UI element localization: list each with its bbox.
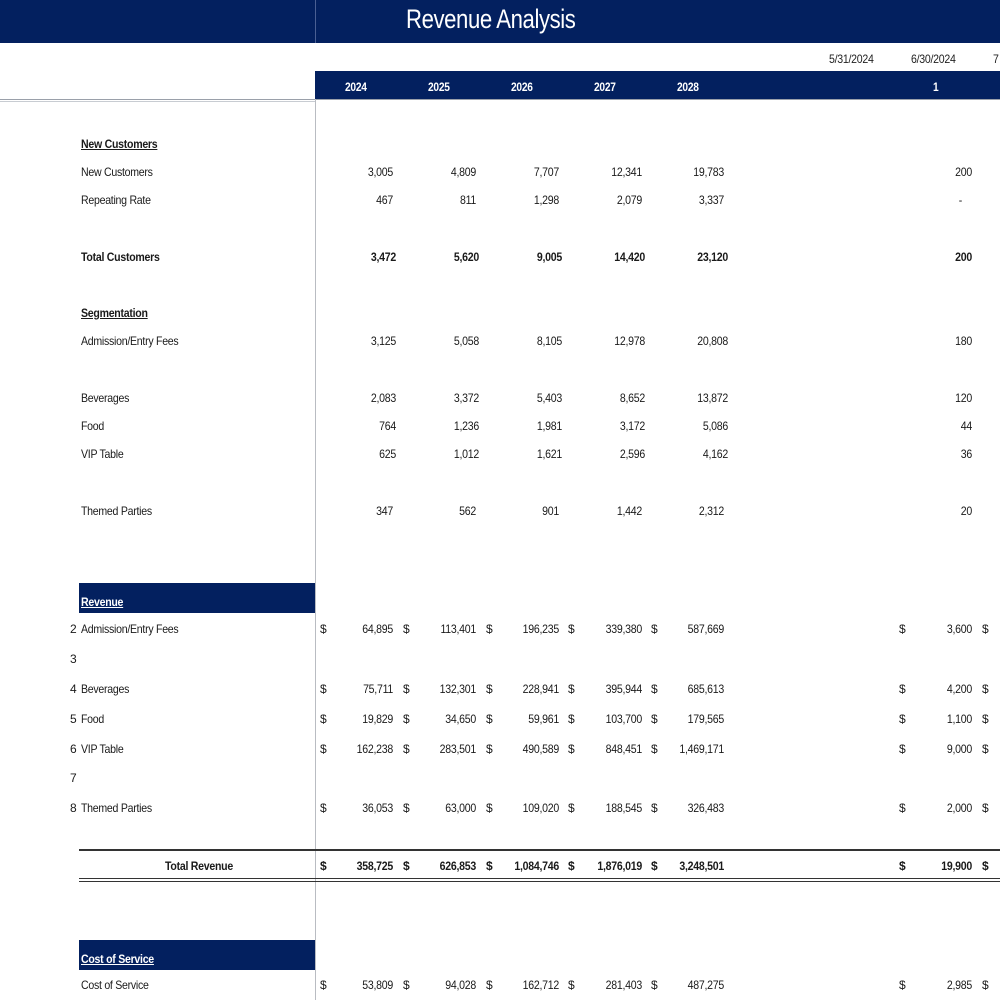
period-index: 1 (933, 80, 939, 94)
table-row (0, 504, 1000, 524)
section-band-revenue (79, 583, 315, 613)
cell-value: 12,978 (614, 334, 645, 348)
cell-value: - (958, 193, 962, 207)
cell-value: 281,403 (605, 978, 642, 992)
row-index: 6 (70, 742, 77, 756)
row-label: Total Customers (81, 250, 160, 264)
currency-symbol: $ (982, 742, 989, 756)
currency-symbol: $ (486, 622, 493, 636)
cell-value: 162,238 (356, 742, 393, 756)
cell-value: 179,565 (687, 712, 724, 726)
cell-value: 3,248,501 (679, 859, 724, 873)
currency-symbol: $ (568, 801, 575, 815)
cell-value: 5,058 (453, 334, 479, 348)
row-label: VIP Table (81, 742, 124, 756)
year-cell: 2026 (511, 80, 533, 94)
cell-value: 75,711 (363, 682, 393, 696)
total-rule-top (79, 849, 1000, 851)
currency-symbol: $ (320, 682, 327, 696)
currency-symbol: $ (899, 622, 906, 636)
cell-value: 200 (955, 250, 972, 264)
row-label: Admission/Entry Fees (81, 622, 179, 636)
cell-value: 20 (960, 504, 972, 518)
currency-symbol: $ (403, 801, 410, 815)
cell-value: 7,707 (533, 165, 559, 179)
cell-value: 3,472 (370, 250, 396, 264)
cell-value: 53,809 (362, 978, 393, 992)
year-cell: 2025 (428, 80, 450, 94)
table-row (0, 712, 1000, 732)
cell-value: 490,589 (522, 742, 559, 756)
cell-value: 180 (955, 334, 972, 348)
year-cell: 2024 (345, 80, 367, 94)
cell-value: 901 (542, 504, 559, 518)
currency-symbol: $ (899, 801, 906, 815)
cell-value: 1,442 (616, 504, 642, 518)
currency-symbol: $ (403, 622, 410, 636)
cell-value: 625 (379, 447, 396, 461)
cell-value: 2,083 (370, 391, 396, 405)
cell-value: 3,600 (946, 622, 972, 636)
total-row (0, 859, 1000, 879)
cell-value: 2,000 (946, 801, 972, 815)
currency-symbol: $ (568, 622, 575, 636)
currency-symbol: $ (403, 859, 410, 873)
title-bar (0, 0, 1000, 43)
cell-value: 12,341 (611, 165, 642, 179)
cell-value: 1,469,171 (679, 742, 724, 756)
cell-value: 2,312 (698, 504, 724, 518)
cell-value: 2,596 (619, 447, 645, 461)
currency-symbol: $ (651, 859, 658, 873)
table-row (0, 771, 1000, 791)
cell-value: 188,545 (605, 801, 642, 815)
currency-symbol: $ (651, 622, 658, 636)
year-header-bar (315, 71, 1000, 99)
currency-symbol: $ (568, 978, 575, 992)
cell-value: 3,172 (619, 419, 645, 433)
currency-symbol: $ (320, 622, 327, 636)
currency-symbol: $ (568, 742, 575, 756)
currency-symbol: $ (651, 978, 658, 992)
cell-value: 347 (376, 504, 393, 518)
section-title-revenue: Revenue (81, 595, 124, 609)
cell-value: 1,981 (536, 419, 562, 433)
cell-value: 3,372 (453, 391, 479, 405)
cell-value: 339,380 (605, 622, 642, 636)
row-label: Beverages (81, 391, 130, 405)
table-row (0, 801, 1000, 821)
cell-value: 1,100 (946, 712, 972, 726)
date-cell: 7 (993, 52, 999, 66)
cell-value: 1,621 (536, 447, 562, 461)
row-index: 5 (70, 712, 77, 726)
total-row (0, 250, 1000, 270)
cell-value: 36,053 (362, 801, 393, 815)
currency-symbol: $ (982, 801, 989, 815)
cell-value: 5,620 (453, 250, 479, 264)
cell-value: 113,401 (440, 622, 476, 636)
row-label: Total Revenue (165, 859, 233, 873)
currency-symbol: $ (899, 978, 906, 992)
row-label: Themed Parties (81, 801, 152, 815)
row-index: 8 (70, 801, 77, 815)
date-cell: 6/30/2024 (911, 52, 956, 66)
currency-symbol: $ (486, 712, 493, 726)
cell-value: 1,236 (453, 419, 479, 433)
currency-symbol: $ (982, 712, 989, 726)
cell-value: 34,650 (445, 712, 476, 726)
table-row (0, 682, 1000, 702)
table-row (0, 652, 1000, 672)
row-index: 4 (70, 682, 77, 696)
cell-value: 13,872 (697, 391, 728, 405)
currency-symbol: $ (651, 742, 658, 756)
cell-value: 19,783 (693, 165, 724, 179)
currency-symbol: $ (982, 682, 989, 696)
currency-symbol: $ (568, 859, 575, 873)
cell-value: 20,808 (697, 334, 728, 348)
currency-symbol: $ (320, 801, 327, 815)
year-cell: 2027 (594, 80, 616, 94)
cell-value: 132,301 (439, 682, 476, 696)
currency-symbol: $ (486, 742, 493, 756)
cell-value: 9,000 (946, 742, 972, 756)
cell-value: 5,403 (536, 391, 562, 405)
table-row (0, 622, 1000, 642)
cell-value: 94,028 (445, 978, 476, 992)
currency-symbol: $ (486, 859, 493, 873)
cell-value: 764 (379, 419, 396, 433)
cell-value: 23,120 (697, 250, 728, 264)
currency-symbol: $ (320, 742, 327, 756)
cell-value: 8,652 (619, 391, 645, 405)
table-row (0, 193, 1000, 213)
cell-value: 64,895 (362, 622, 393, 636)
cell-value: 4,162 (702, 447, 728, 461)
currency-symbol: $ (899, 712, 906, 726)
cell-value: 8,105 (536, 334, 562, 348)
currency-symbol: $ (486, 801, 493, 815)
cell-value: 63,000 (445, 801, 476, 815)
cell-value: 562 (459, 504, 476, 518)
currency-symbol: $ (403, 682, 410, 696)
header-rule (0, 101, 315, 102)
table-row (0, 978, 1000, 998)
cell-value: 36 (960, 447, 972, 461)
table-row (0, 165, 1000, 185)
cell-value: 587,669 (687, 622, 724, 636)
currency-symbol: $ (982, 622, 989, 636)
row-index: 7 (70, 771, 77, 785)
currency-symbol: $ (651, 801, 658, 815)
title-divider (315, 0, 316, 43)
cell-value: 14,420 (614, 250, 645, 264)
cell-value: 1,084,746 (514, 859, 559, 873)
header-rule (0, 99, 1000, 100)
table-row (0, 447, 1000, 467)
cell-value: 685,613 (687, 682, 724, 696)
cell-value: 467 (376, 193, 393, 207)
currency-symbol: $ (320, 859, 327, 873)
cell-value: 103,700 (605, 712, 642, 726)
row-label: Themed Parties (81, 504, 152, 518)
cell-value: 1,012 (453, 447, 479, 461)
cell-value: 228,941 (522, 682, 559, 696)
total-rule-double (79, 881, 1000, 882)
currency-symbol: $ (982, 978, 989, 992)
cell-value: 5,086 (702, 419, 728, 433)
cell-value: 848,451 (605, 742, 642, 756)
table-row (0, 334, 1000, 354)
cell-value: 811 (459, 193, 476, 207)
cell-value: 200 (955, 165, 972, 179)
cell-value: 283,501 (439, 742, 476, 756)
cell-value: 19,829 (362, 712, 393, 726)
currency-symbol: $ (568, 712, 575, 726)
cell-value: 44 (960, 419, 972, 433)
cell-value: 326,483 (687, 801, 724, 815)
cell-value: 59,961 (528, 712, 559, 726)
section-band-cost-of-service (79, 940, 315, 970)
table-row (0, 742, 1000, 762)
cell-value: 1,876,019 (597, 859, 642, 873)
cell-value: 4,809 (450, 165, 476, 179)
cell-value: 2,985 (946, 978, 972, 992)
cell-value: 109,020 (522, 801, 559, 815)
currency-symbol: $ (486, 978, 493, 992)
cell-value: 120 (955, 391, 972, 405)
currency-symbol: $ (320, 978, 327, 992)
cell-value: 9,005 (536, 250, 562, 264)
row-label: Food (81, 419, 105, 433)
cell-value: 395,944 (605, 682, 642, 696)
currency-symbol: $ (899, 742, 906, 756)
cell-value: 19,900 (941, 859, 972, 873)
row-label: Beverages (81, 682, 130, 696)
currency-symbol: $ (899, 682, 906, 696)
currency-symbol: $ (651, 712, 658, 726)
currency-symbol: $ (403, 978, 410, 992)
currency-symbol: $ (403, 742, 410, 756)
cell-value: 626,853 (439, 859, 476, 873)
cell-value: 3,125 (370, 334, 396, 348)
row-label: New Customers (81, 165, 153, 179)
table-row (0, 391, 1000, 411)
cell-value: 162,712 (522, 978, 559, 992)
row-label: Cost of Service (81, 978, 149, 992)
section-title-cost-of-service: Cost of Service (81, 952, 154, 966)
section-title-new-customers: New Customers (81, 137, 158, 151)
cell-value: 2,079 (616, 193, 642, 207)
row-label: Admission/Entry Fees (81, 334, 179, 348)
cell-value: 487,275 (687, 978, 724, 992)
row-label: VIP Table (81, 447, 124, 461)
table-row (0, 419, 1000, 439)
cell-value: 4,200 (946, 682, 972, 696)
section-header-row (0, 306, 1000, 326)
cell-value: 3,337 (698, 193, 724, 207)
cell-value: 196,235 (522, 622, 559, 636)
date-cell: 5/31/2024 (829, 52, 874, 66)
cell-value: 3,005 (367, 165, 393, 179)
currency-symbol: $ (568, 682, 575, 696)
total-rule-double (79, 878, 1000, 879)
row-label: Repeating Rate (81, 193, 151, 207)
currency-symbol: $ (982, 859, 989, 873)
year-cell: 2028 (677, 80, 699, 94)
currency-symbol: $ (651, 682, 658, 696)
date-header-row (0, 44, 1000, 71)
cell-value: 358,725 (356, 859, 393, 873)
row-index: 2 (70, 622, 77, 636)
currency-symbol: $ (320, 712, 327, 726)
currency-symbol: $ (899, 859, 906, 873)
section-header-row (0, 137, 1000, 157)
row-index: 3 (70, 652, 77, 666)
cell-value: 1,298 (533, 193, 559, 207)
page-title: Revenue Analysis (406, 4, 576, 34)
currency-symbol: $ (403, 712, 410, 726)
currency-symbol: $ (486, 682, 493, 696)
section-title-segmentation: Segmentation (81, 306, 148, 320)
row-label: Food (81, 712, 105, 726)
